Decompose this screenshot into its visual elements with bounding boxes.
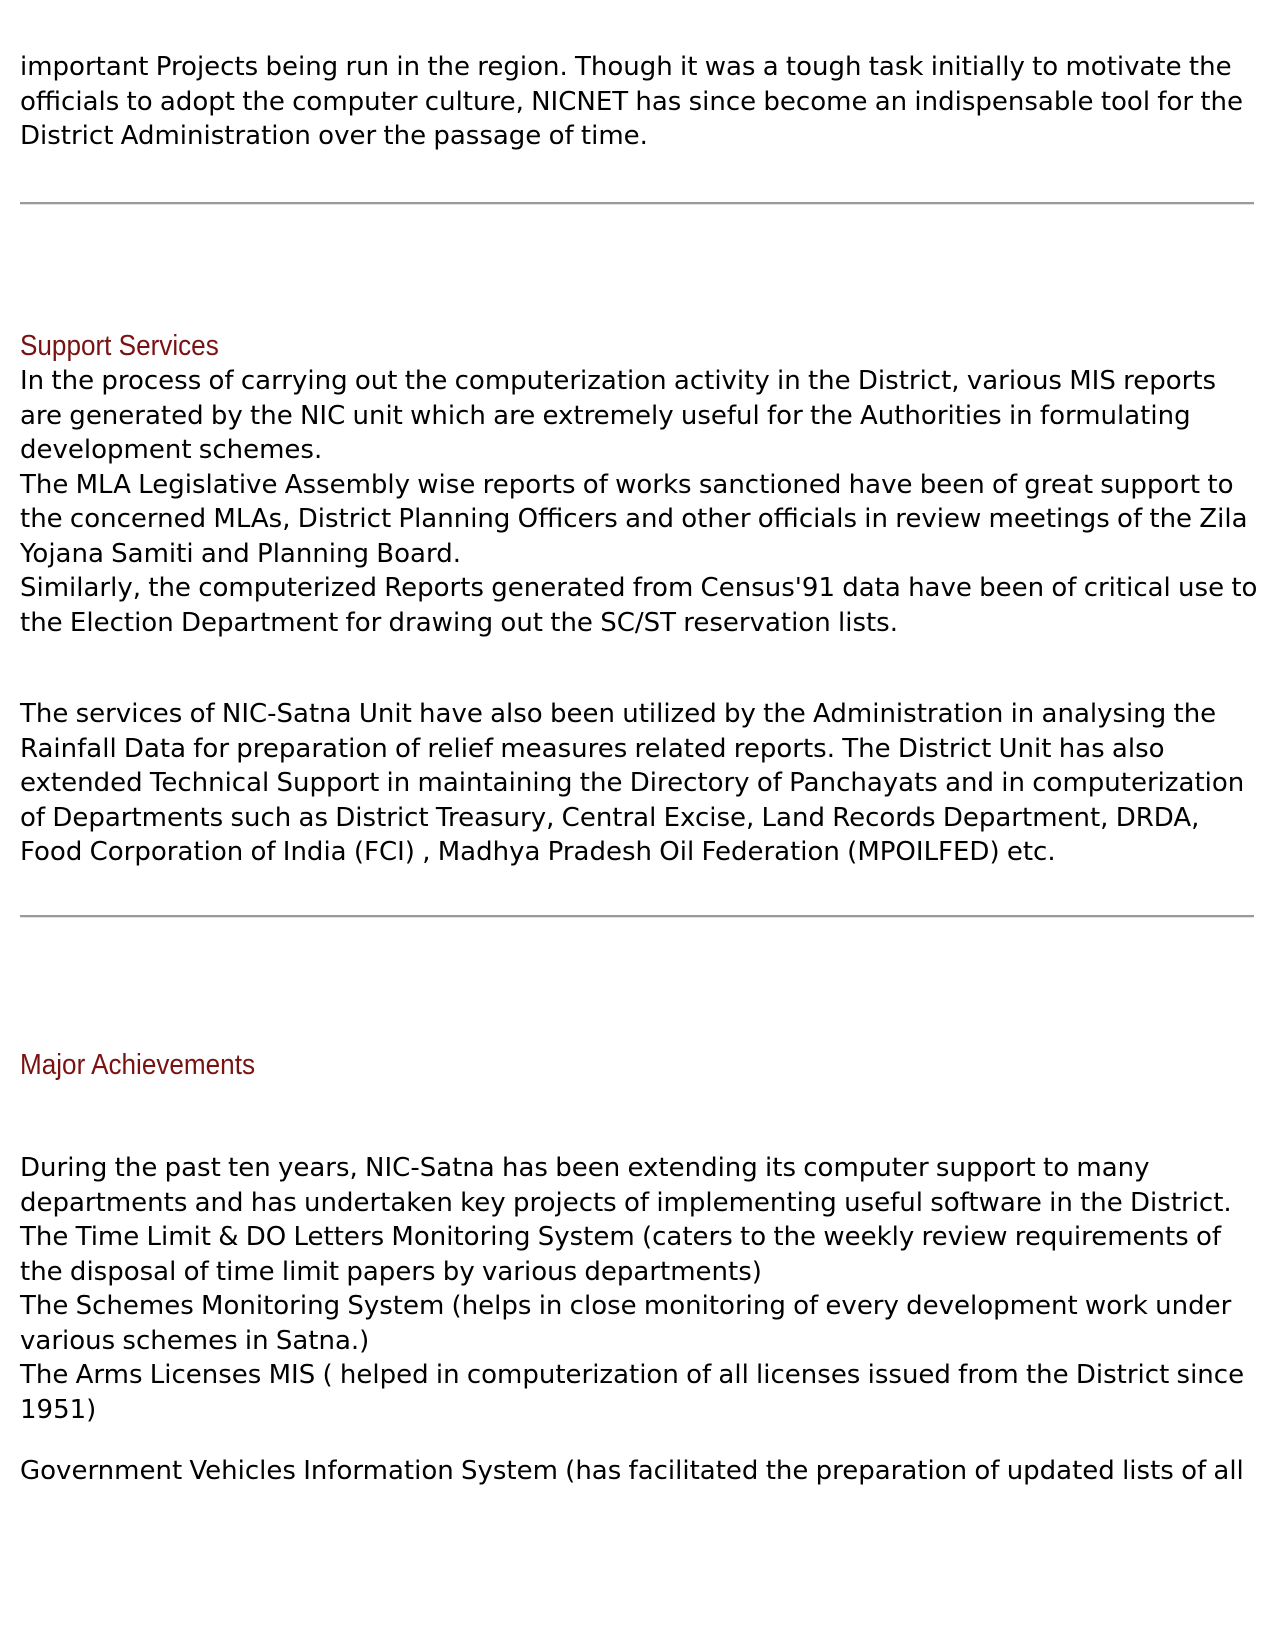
support-services-heading: Support Services (20, 330, 219, 362)
support-services-section (20, 328, 1260, 640)
support-paragraph-1: In the process of carrying out the computerization activity in the District, various MIS reports are generated by the NIC unit which are extremely useful for the Authorities in formulating development schemes. (20, 366, 1217, 465)
support-paragraph-2: The MLA Legislative Assembly wise reports of works sanctioned have been of great support to the concerned MLAs, District Planning Officers and other officials in review meetings of the Zila Yojana Samiti and Planning Board. (20, 469, 1248, 569)
major-achievements-body (20, 1151, 1260, 1427)
achievements-paragraph-5: Government Vehicles Information System (has facilitated the preparation of updated lists of all (20, 1456, 1244, 1486)
intro-paragraph: important Projects being run in the region. Though it was a tough task initially to motivate the officials to adopt the computer culture, NICNET has since become an indispensable tool for the District Administration over the passage of time. (20, 52, 1243, 151)
major-achievements-heading: Major Achievements (20, 1049, 256, 1081)
support-services-section-continued (20, 697, 1260, 870)
support-paragraph-4: The services of NIC-Satna Unit have also been utilized by the Administration in analysing the Rainfall Data for preparation of relief measures related reports. The District Unit has also extended Technical Support in maintaining the Directory of Panchayats and in computerization of Departments such as District Treasury, Central Excise, Land Records Department, DRDA, Food Corporation of India (FCI) , Madhya Pradesh Oil Federation (MPOILFED) etc. (20, 699, 1245, 867)
achievements-paragraph-2: The Time Limit & DO Letters Monitoring System (caters to the weekly review requirements of the disposal of time limit papers by various departments) (20, 1222, 1222, 1287)
major-achievements-body-continued (20, 1454, 1260, 1489)
achievements-paragraph-3: The Schemes Monitoring System (helps in close monitoring of every development work under various schemes in Satna.) (20, 1291, 1232, 1356)
achievements-paragraph-1: During the past ten years, NIC-Satna has been extending its computer support to many departments and has undertaken key projects of implementing useful software in the District. (20, 1153, 1232, 1218)
major-achievements-section (20, 1047, 1260, 1083)
divider-2 (20, 915, 1254, 918)
achievements-paragraph-4: The Arms Licenses MIS ( helped in computerization of all licenses issued from the District since 1951) (20, 1360, 1245, 1425)
support-paragraph-3: Similarly, the computerized Reports generated from Census'91 data have been of critical use to the Election Department for drawing out the SC/ST reservation lists. (20, 573, 1258, 638)
divider-1 (20, 202, 1254, 205)
intro-section (20, 50, 1260, 154)
